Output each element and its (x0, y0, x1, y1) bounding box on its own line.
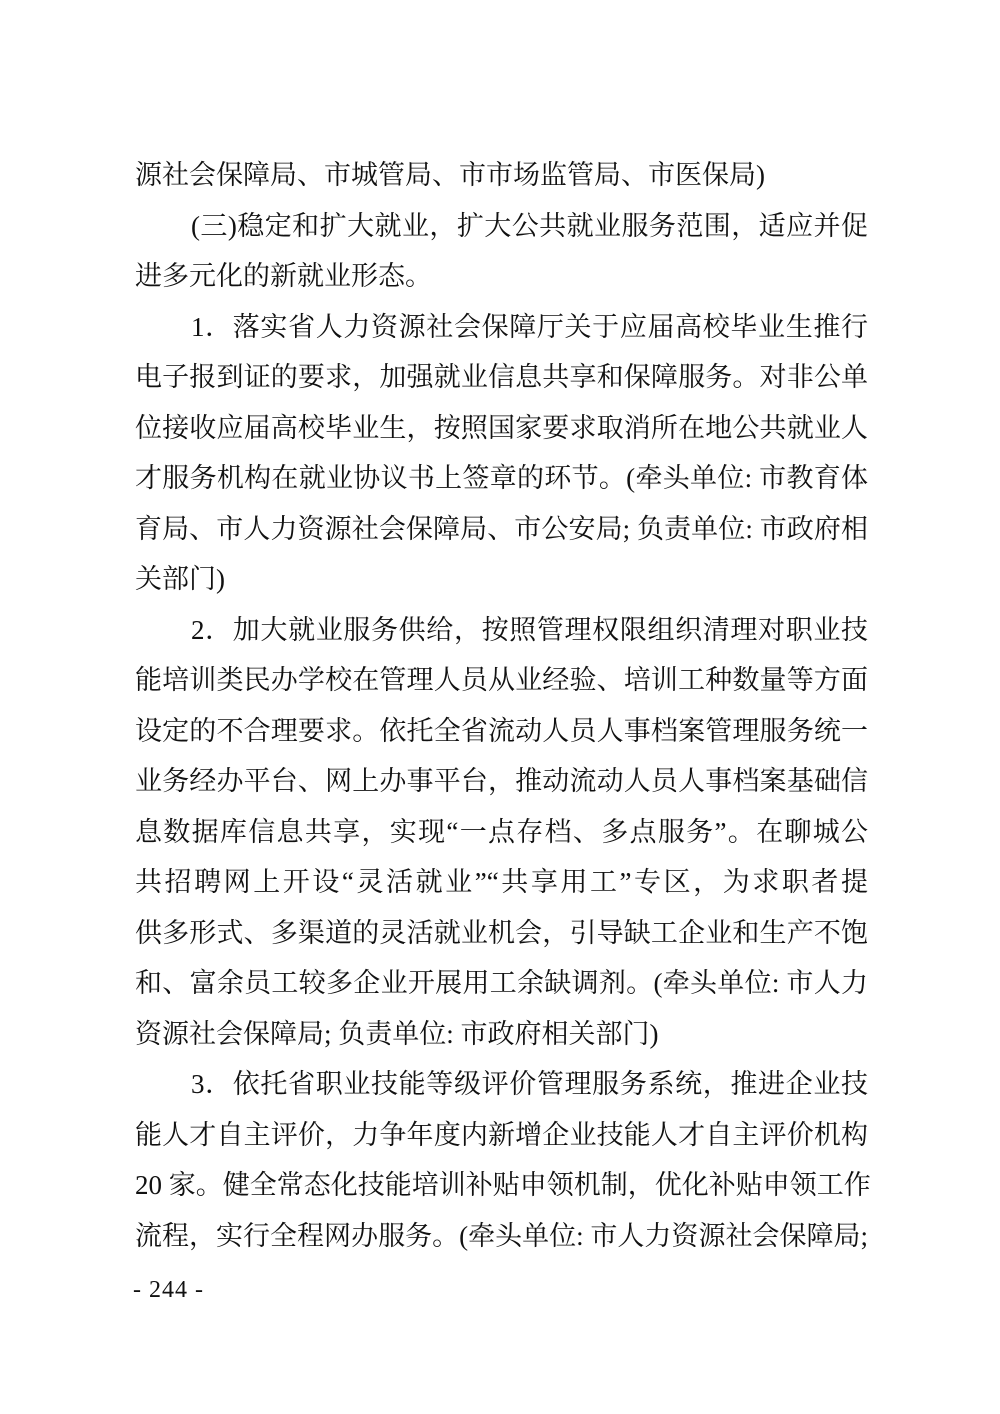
text-line: 20 家。健全常态化技能培训补贴申领机制，优化补贴申领工作 (135, 1170, 871, 1200)
body-paragraph (135, 302, 868, 605)
page-number: - 244 - (133, 1277, 204, 1303)
body-paragraph (135, 1059, 871, 1261)
text-line: 供多形式、多渠道的灵活就业机会，引导缺工企业和生产不饱 (135, 917, 868, 948)
heading-line: (三)稳定和扩大就业，扩大公共就业服务范围，适应并促 (191, 210, 868, 241)
text-line: 流程，实行全程网办服务。(牵头单位: 市人力资源社会保障局; (135, 1220, 868, 1251)
document-body (135, 150, 871, 1261)
text-line: 能人才自主评价，力争年度内新增企业技能人才自主评价机构 (135, 1119, 868, 1150)
heading-line: 进多元化的新就业形态。 (135, 261, 432, 291)
body-paragraph (135, 150, 868, 201)
text-line: 3．依托省职业技能等级评价管理服务系统，推进企业技 (191, 1069, 868, 1099)
text-line: 能培训类民办学校在管理人员从业经验、培训工种数量等方面 (135, 665, 868, 695)
text-line: 位接收应届高校毕业生，按照国家要求取消所在地公共就业人 (135, 412, 868, 443)
text-line: 设定的不合理要求。依托全省流动人员人事档案管理服务统一 (135, 715, 868, 746)
text-line: 业务经办平台、网上办事平台，推动流动人员人事档案基础信 (135, 766, 868, 796)
text-line: 1．落实省人力资源社会保障厅关于应届高校毕业生推行 (191, 311, 868, 342)
text-line: 电子报到证的要求，加强就业信息共享和保障服务。对非公单 (135, 362, 868, 392)
section-heading-paragraph (135, 201, 868, 302)
text-line: 源社会保障局、市城管局、市市场监管局、市医保局) (135, 160, 765, 190)
text-line: 2．加大就业服务供给，按照管理权限组织清理对职业技 (191, 614, 868, 645)
text-line: 息数据库信息共享，实现“一点存档、多点服务”。在聊城公 (135, 816, 868, 847)
text-line: 共招聘网上开设“灵活就业”“共享用工”专区，为求职者提 (135, 867, 868, 897)
text-line: 才服务机构在就业协议书上签章的环节。(牵头单位: 市教育体 (135, 463, 868, 493)
text-line: 资源社会保障局; 负责单位: 市政府相关部门) (135, 1018, 659, 1049)
body-paragraph (135, 605, 868, 1060)
text-line: 和、富余员工较多企业开展用工余缺调剂。(牵头单位: 市人力 (135, 968, 868, 998)
text-line: 育局、市人力资源社会保障局、市公安局; 负责单位: 市政府相 (135, 513, 868, 544)
text-line: 关部门) (135, 564, 225, 594)
